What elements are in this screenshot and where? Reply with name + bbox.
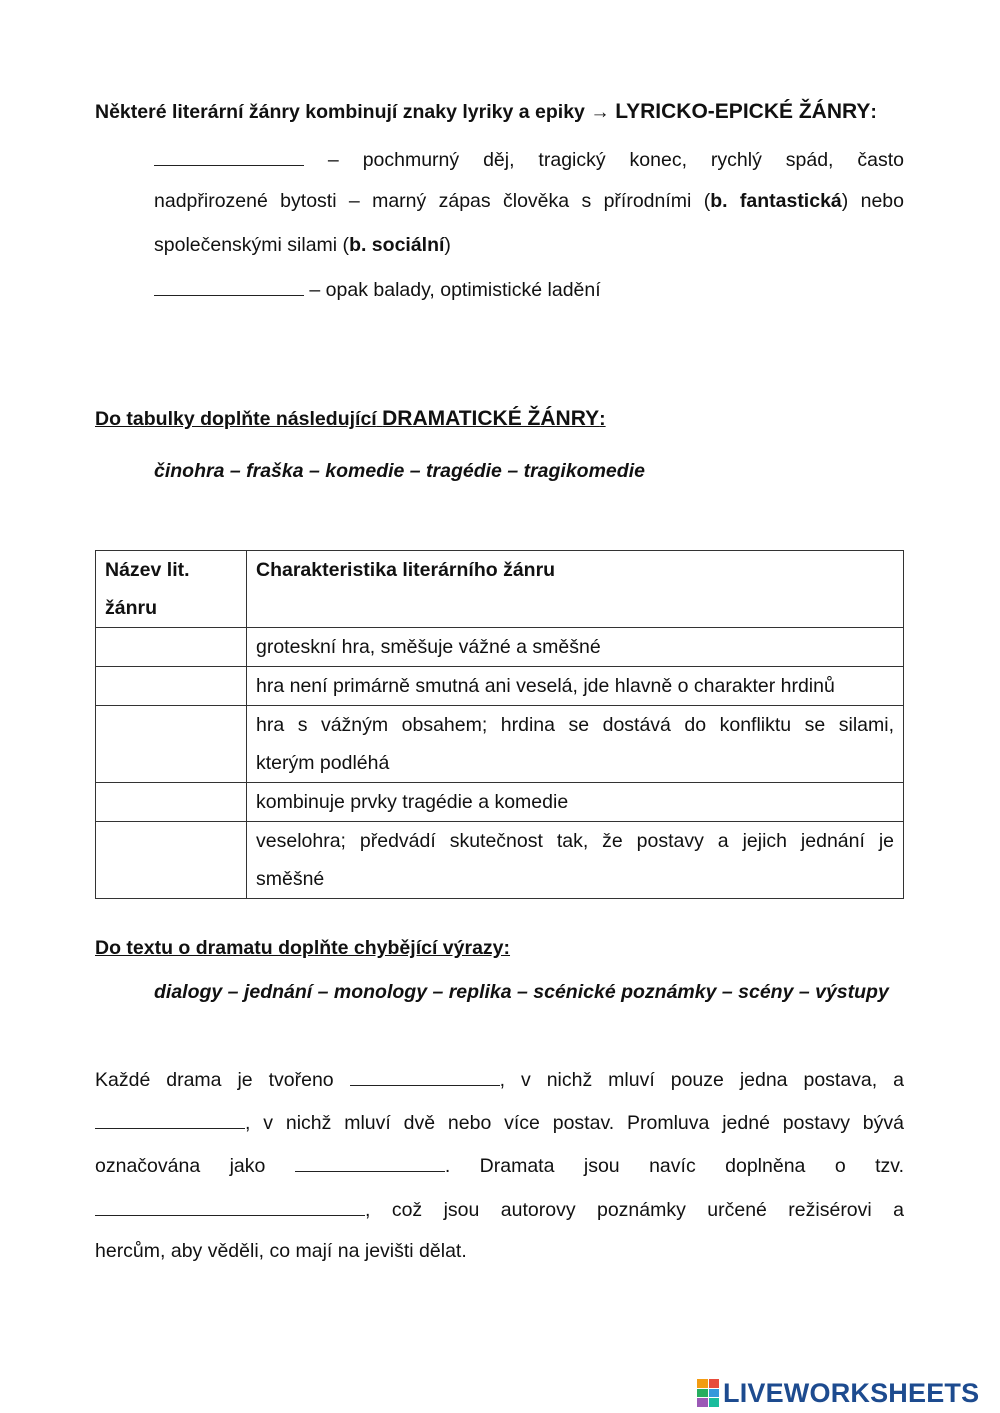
section3-heading: Do textu o dramatu doplňte chybějící výrazy: [95,937,511,959]
romance-line [154,277,601,302]
answer-blank-2[interactable] [154,277,304,296]
ballad-social: b. sociální [349,234,445,256]
drama-text-3b: . Dramata jsou navíc doplněna o tzv. [444,1155,904,1177]
section2-heading-text: Do tabulky doplňte následující [95,408,377,430]
answer-blank-3[interactable] [350,1067,500,1086]
ballad-desc-3c: ) [444,234,451,256]
liveworksheets-logo [697,1376,979,1410]
genre-table [95,550,904,899]
ballad-fantastic: b. fantastická [710,190,842,212]
drama-text-1b: , v nichž mluví pouze jedna postava, a [499,1069,904,1091]
table-header-name [96,551,247,628]
table-header-desc: Charakteristika literárního žánru [247,551,904,628]
genre-answer-cell-5[interactable] [96,822,247,899]
section2-highlight: DRAMATICKÉ ŽÁNRY [382,407,600,430]
section2-colon: : [599,408,606,430]
answer-blank-1[interactable] [154,147,304,166]
liveworksheets-logo-text: LIVEWORKSHEETS [723,1377,980,1408]
drama-text-line4 [95,1197,904,1222]
genre-desc-2: hra není primárně smutná ani veselá, jde hlavně o charakter hrdinů [247,667,904,706]
section1-colon: : [870,101,877,123]
arrow-icon: → [590,101,610,123]
answer-blank-4[interactable] [95,1110,245,1129]
section1-intro: Některé literární žánry kombinují znaky lyriky a epiky [95,101,585,123]
genre-desc-5 [247,822,904,899]
genre-desc-5-line2: směšné [256,868,325,890]
genre-answer-cell-1[interactable] [96,628,247,667]
genre-desc-1: groteskní hra, směšuje vážné a směšné [247,628,904,667]
genre-desc-3-line2: kterým podléhá [256,752,390,774]
genre-answer-cell-4[interactable] [96,783,247,822]
section1-highlight: LYRICKO-EPICKÉ ŽÁNRY [615,100,871,123]
table-header-name-line2: žánru [105,597,158,619]
ballad-desc-2a: nadpřirozené bytosti – marný zápas člověka s přírodními ( [154,190,711,212]
genre-desc-3-line1: hra s vážným obsahem; hrdina se dostává do konfliktu se silami, [256,714,894,736]
drama-text-2b: , v nichž mluví dvě nebo více postav. Promluva jedné postavy bývá [245,1112,904,1134]
genre-desc-4: kombinuje prvky tragédie a komedie [247,783,904,822]
drama-text-line2 [95,1110,904,1135]
ballad-line3 [154,234,451,257]
table-row [96,706,904,783]
table-row [96,667,904,706]
romance-desc: – opak balady, optimistické ladění [309,279,601,301]
liveworksheets-logo-icon [697,1379,719,1407]
genre-desc-5-line1: veselohra; předvádí skutečnost tak, že postavy a jejich jednání je [256,830,894,852]
section1-heading [95,100,877,124]
table-row [96,783,904,822]
drama-text-line1 [95,1067,904,1092]
drama-text-line5: hercům, aby věděli, co mají na jevišti dělat. [95,1240,467,1262]
ballad-desc-1: – pochmurný děj, tragický konec, rychlý spád, často [327,149,904,171]
drama-text-3a: označována jako [95,1155,266,1177]
ballad-line1 [154,147,904,172]
genre-answer-cell-2[interactable] [96,667,247,706]
section3-options: dialogy – jednání – monology – replika – scénické poznámky – scény – výstupy [154,981,889,1003]
table-row [96,822,904,899]
answer-blank-5[interactable] [295,1153,445,1172]
genre-desc-3 [247,706,904,783]
drama-text-1a: Každé drama je tvořeno [95,1069,334,1091]
drama-text-4b: , což jsou autorovy poznámky určené režisérovi a [365,1199,904,1221]
table-header-row [96,551,904,628]
ballad-desc-3a: společenskými silami ( [154,234,350,256]
ballad-desc-2c: ) nebo [841,190,904,212]
ballad-line2 [154,190,904,213]
table-header-name-line1: Název lit. [105,559,190,581]
answer-blank-6[interactable] [95,1197,365,1216]
section2-heading [95,407,606,431]
table-row [96,628,904,667]
genre-answer-cell-3[interactable] [96,706,247,783]
drama-text-line3 [95,1153,904,1178]
section2-options: činohra – fraška – komedie – tragédie – tragikomedie [154,460,645,482]
